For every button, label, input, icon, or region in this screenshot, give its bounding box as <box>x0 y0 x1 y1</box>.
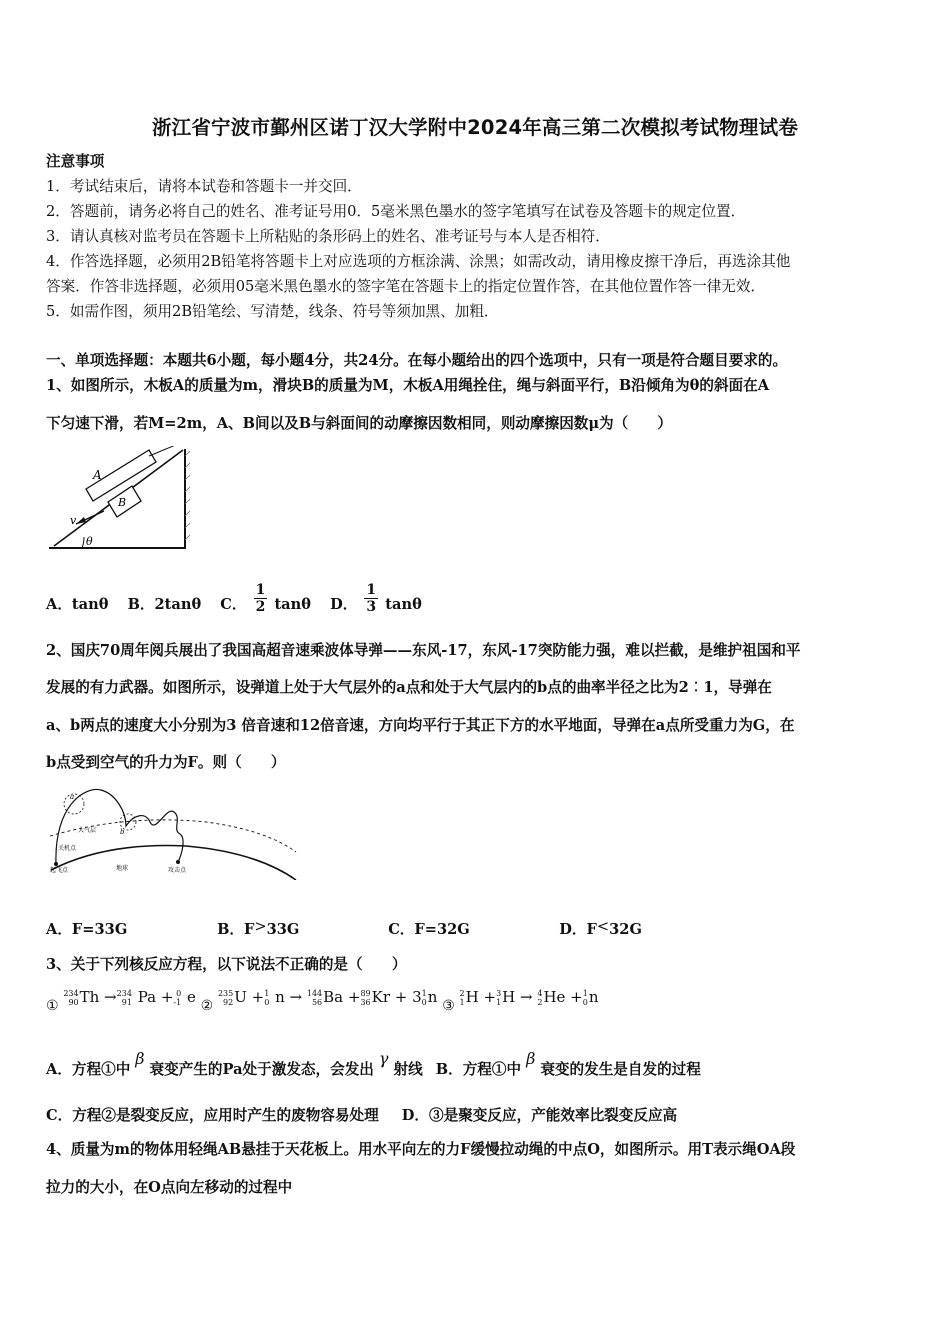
beta-symbol: β <box>526 1049 536 1068</box>
section-heading: 一、单项选择题：本题共6小题，每小题4分，共24分。在每小题给出的四个选项中，只有一项是符合题目要求的。 <box>46 352 788 369</box>
page-title: 浙江省宁波市鄞州区诺丁汉大学附中2024年高三第二次模拟考试物理试卷 <box>151 116 799 139</box>
q1-text: 1、如图所示，木板A的质量为m，滑块B的质量为M，木板A用绳拴住，绳与斜面平行，B沿倾角为θ的斜面在A <box>46 377 770 394</box>
q2-label-b: b <box>120 828 125 836</box>
q3-eq2-label: ② <box>200 998 214 1014</box>
q3-eq1-label: ① <box>46 998 59 1014</box>
q2-option-c: C．F=32G <box>388 921 470 938</box>
q3-option-d: D．③是聚变反应，产能效率比裂变反应高 <box>401 1107 678 1124</box>
q1-option-c: C． <box>220 595 247 613</box>
q1-label-b: B <box>118 496 127 509</box>
q3-eq3-label: ③ <box>442 998 455 1014</box>
q1-option-d-fraction: $\frac{1}{3}$ <box>366 582 377 615</box>
q3-option-a-tail: 射线 <box>393 1061 423 1078</box>
q2-text: b点受到空气的升力为F。则（ ） <box>46 754 286 771</box>
notice-item: 答案．作答非选择题，必须用05毫米黑色墨水的签字笔在答题卡上的指定位置作答，在其他位置作答一律无效． <box>46 278 766 295</box>
q3-option-a-text: 衰变产生的Pa处于激发态，会发出 <box>149 1061 374 1078</box>
q2-option-d-symbol: < <box>596 918 610 935</box>
q2-label-cutoff: 关机点 <box>58 845 77 852</box>
q1-label-theta: θ <box>86 535 93 548</box>
beta-symbol: β <box>135 1049 145 1068</box>
q2-options <box>46 920 642 940</box>
q2-text: 2、国庆70周年阅兵展出了我国高超音速乘波体导弹——东风-17，东风-17突防能力强，难以拦截，是维护祖国和平 <box>46 642 801 659</box>
q2-text: 发展的有力武器。如图所示，设弹道上处于大气层外的a点和处于大气层内的b点的曲率半径之比为2︰1，导弹在 <box>46 679 772 696</box>
q2-option-b: B．F <box>217 921 255 938</box>
q3-option-c: C．方程②是裂变反应，应用时产生的废物容易处理 <box>46 1107 379 1124</box>
q2-option-b-group <box>217 920 383 940</box>
q1-label-v: v <box>70 514 77 527</box>
notice-item: 4．作答选择题，必须用2B铅笔将答题卡上对应选项的方框涂满、涂黑；如需改动，请用橡皮擦干净后，再选涂其他 <box>46 253 791 270</box>
q1-options <box>46 582 422 615</box>
notice-item: 1．考试结束后，请将本试卷和答题卡一并交回． <box>46 178 362 195</box>
q4-text: 拉力的大小，在O点向左移动的过程中 <box>46 1179 293 1196</box>
q1-option-a: A．tanθ <box>46 595 109 613</box>
q2-option-b-tail: 33G <box>266 921 300 938</box>
q2-label-a: a <box>70 793 75 801</box>
q1-option-b: B．2tanθ <box>127 595 202 613</box>
notice-item: 3．请认真核对监考员在答题卡上所粘贴的条形码上的姓名、准考证号与本人是否相符． <box>46 228 610 245</box>
q3-text: 3、关于下列核反应方程，以下说法不正确的是（ ） <box>46 956 407 973</box>
q1-option-d-tail: tanθ <box>385 595 422 613</box>
q3-equations: ① 234 90 Th → 234 91 Pa + 0 -1 e ② 235 92 U + 1 0 n → 144 56 Ba + 89 36 Kr + 3 1 0 n ③ 2 1 H + 3 1 H → 4 2 He + 1 0 n <box>46 988 599 1014</box>
q3-option-b-text: 衰变的发生是自发的过程 <box>540 1061 701 1078</box>
q2-option-a: A．F=33G <box>46 921 128 938</box>
q2-label-earth: 地球 <box>116 865 129 872</box>
q3-options-cd <box>46 1106 677 1126</box>
q2-option-d: D．F <box>559 921 597 938</box>
q2-label-target: 攻击点 <box>168 867 187 874</box>
q1-label-a: A <box>93 468 102 482</box>
q2-option-b-symbol: > <box>254 918 267 935</box>
q1-option-d: D． <box>330 595 358 613</box>
q2-text: a、b两点的速度大小分别为3 倍音速和12倍音速，方向均平行于其正下方的水平地面，导弹在a点所受重力为G，在 <box>46 717 795 734</box>
q2-option-d-group <box>559 920 642 940</box>
notice-item: 5．如需作图，须用2B铅笔绘、写清楚，线条、符号等须加黑、加粗． <box>46 303 499 320</box>
q2-label-atmosphere: 大气层 <box>78 827 97 834</box>
q2-label-takeoff: 起飞点 <box>50 867 69 874</box>
q1-option-c-tail: tanθ <box>274 595 311 613</box>
q4-text: 4、质量为m的物体用轻绳AB悬挂于天花板上。用水平向左的力F缓慢拉动绳的中点O，如图所示。用T表示绳OA段 <box>46 1141 796 1158</box>
q3-option-b: B．方程①中 <box>435 1061 522 1078</box>
q3-options-ab <box>46 1049 701 1080</box>
q1-text: 下匀速下滑，若M=2m，A、B间以及B与斜面间的动摩擦因数相同，则动摩擦因数μ为（ ） <box>46 415 673 432</box>
q2-trajectory-figure <box>46 784 300 880</box>
notice-item: 2．答题前，请务必将自己的姓名、准考证号用0．5毫米黑色墨水的签字笔填写在试卷及答题卡的规定位置． <box>46 203 746 220</box>
q2-option-d-tail: 32G <box>609 921 642 938</box>
q1-option-c-fraction: $\frac{1}{2}$ <box>255 582 266 615</box>
gamma-symbol: γ <box>378 1049 389 1068</box>
q1-incline-figure <box>46 446 196 554</box>
notice-heading: 注意事项 <box>46 153 105 170</box>
q3-option-a: A．方程①中 <box>46 1061 131 1078</box>
